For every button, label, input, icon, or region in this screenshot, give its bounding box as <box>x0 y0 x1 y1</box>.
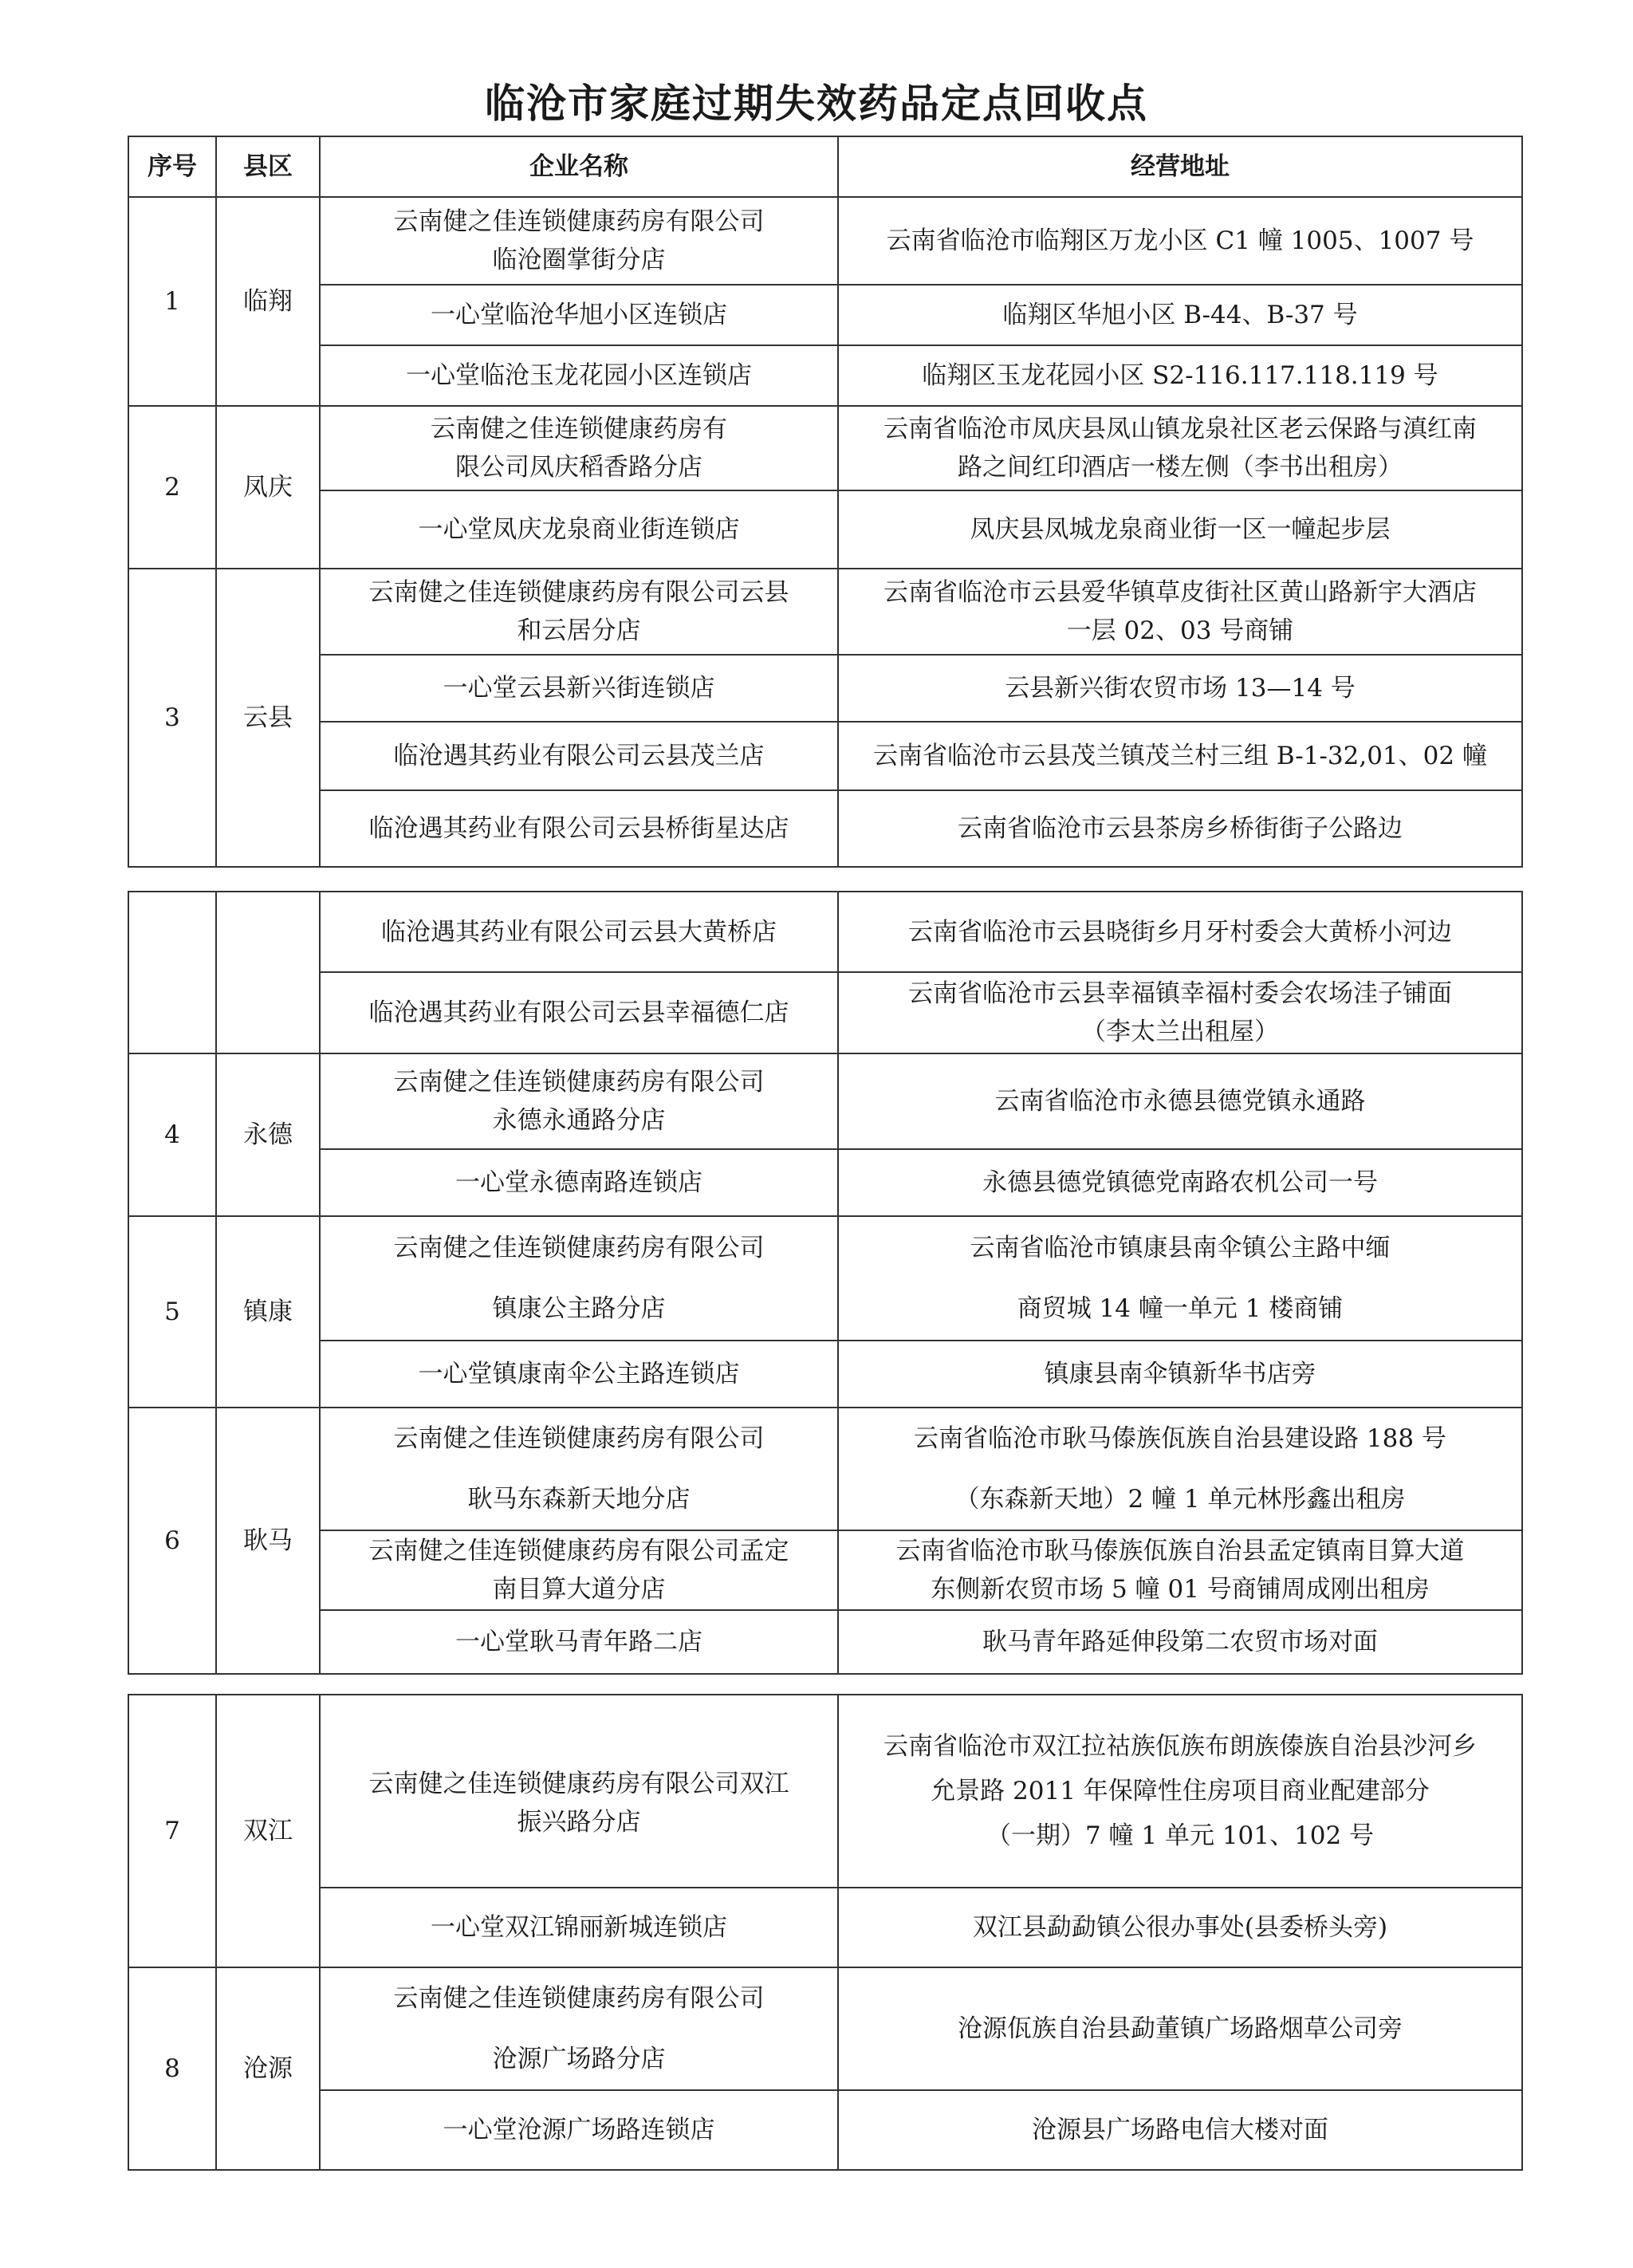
business-address: 沧源佤族自治县勐董镇广场路烟草公司旁 <box>838 1967 1522 2090</box>
business-address: 云南省临沧市临翔区万龙小区 C1 幢 1005、1007 号 <box>838 197 1522 285</box>
table-row <box>128 1610 1522 1674</box>
county-name: 双江 <box>216 1695 320 1967</box>
enterprise-name: 云南健之佳连锁健康药房有 限公司凤庆稻香路分店 <box>320 406 838 490</box>
business-address: 云南省临沧市镇康县南伞镇公主路中缅 商贸城 14 幢一单元 1 楼商铺 <box>838 1216 1522 1341</box>
enterprise-name: 云南健之佳连锁健康药房有限公司 耿马东森新天地分店 <box>320 1408 838 1530</box>
table-row <box>128 1216 1522 1341</box>
county-name-empty <box>216 892 320 1053</box>
table-row <box>128 569 1522 655</box>
county-name: 沧源 <box>216 1967 320 2170</box>
business-address: 永德县德党镇德党南路农机公司一号 <box>838 1149 1522 1216</box>
enterprise-name: 云南健之佳连锁健康药房有限公司云县 和云居分店 <box>320 569 838 655</box>
business-address: 云南省临沧市耿马傣族佤族自治县孟定镇南目算大道 东侧新农贸市场 5 幢 01 号商铺周成刚出租房 <box>838 1530 1522 1610</box>
recycling-table-3 <box>128 1694 1523 2171</box>
enterprise-name: 云南健之佳连锁健康药房有限公司 永德永通路分店 <box>320 1053 838 1149</box>
business-address: 云南省临沧市双江拉祜族佤族布朗族傣族自治县沙河乡 允景路 2011 年保障性住房项目商业配建部分 （一期）7 幢 1 单元 101、102 号 <box>838 1695 1522 1888</box>
table-row <box>128 892 1522 972</box>
business-address: 镇康县南伞镇新华书店旁 <box>838 1341 1522 1408</box>
table-row <box>128 1530 1522 1610</box>
enterprise-name: 一心堂耿马青年路二店 <box>320 1610 838 1674</box>
county-name: 凤庆 <box>216 406 320 569</box>
table-row <box>128 1888 1522 1967</box>
table-row <box>128 1967 1522 2090</box>
business-address: 云南省临沧市云县茂兰镇茂兰村三组 B-1-32,01、02 幢 <box>838 722 1522 790</box>
enterprise-name: 一心堂云县新兴街连锁店 <box>320 655 838 722</box>
enterprise-name: 云南健之佳连锁健康药房有限公司 沧源广场路分店 <box>320 1967 838 2090</box>
table-row <box>128 1341 1522 1408</box>
enterprise-name: 一心堂临沧玉龙花园小区连锁店 <box>320 345 838 406</box>
business-address: 云南省临沧市凤庆县凤山镇龙泉社区老云保路与滇红南 路之间红印酒店一楼左侧（李书出租房） <box>838 406 1522 490</box>
enterprise-name: 临沧遇其药业有限公司云县大黄桥店 <box>320 892 838 972</box>
business-address: 云县新兴街农贸市场 13—14 号 <box>838 655 1522 722</box>
row-number: 7 <box>128 1695 216 1967</box>
enterprise-name: 云南健之佳连锁健康药房有限公司双江 振兴路分店 <box>320 1695 838 1888</box>
row-number: 4 <box>128 1053 216 1216</box>
business-address: 云南省临沧市永德县德党镇永通路 <box>838 1053 1522 1149</box>
enterprise-name: 云南健之佳连锁健康药房有限公司 临沧圈掌街分店 <box>320 197 838 285</box>
business-address: 临翔区玉龙花园小区 S2-116.117.118.119 号 <box>838 345 1522 406</box>
enterprise-name: 云南健之佳连锁健康药房有限公司孟定 南目算大道分店 <box>320 1530 838 1610</box>
enterprise-name: 临沧遇其药业有限公司云县幸福德仁店 <box>320 972 838 1053</box>
enterprise-name: 一心堂永德南路连锁店 <box>320 1149 838 1216</box>
enterprise-name: 一心堂双江锦丽新城连锁店 <box>320 1888 838 1967</box>
business-address: 凤庆县凤城龙泉商业街一区一幢起步层 <box>838 490 1522 569</box>
row-number-empty <box>128 892 216 1053</box>
table-row <box>128 345 1522 406</box>
table-row <box>128 1408 1522 1530</box>
table-row <box>128 2090 1522 2170</box>
business-address: 临翔区华旭小区 B-44、B-37 号 <box>838 285 1522 345</box>
row-number: 1 <box>128 197 216 406</box>
business-address: 耿马青年路延伸段第二农贸市场对面 <box>838 1610 1522 1674</box>
table-row <box>128 790 1522 867</box>
county-name: 临翔 <box>216 197 320 406</box>
table-row <box>128 285 1522 345</box>
enterprise-name: 一心堂沧源广场路连锁店 <box>320 2090 838 2170</box>
table-row <box>128 972 1522 1053</box>
table-row <box>128 197 1522 285</box>
row-number: 6 <box>128 1408 216 1674</box>
table-row <box>128 655 1522 722</box>
recycling-table-1 <box>128 136 1523 868</box>
row-number: 8 <box>128 1967 216 2170</box>
header-no: 序号 <box>128 136 216 197</box>
business-address: 沧源县广场路电信大楼对面 <box>838 2090 1522 2170</box>
county-name: 耿马 <box>216 1408 320 1674</box>
county-name: 云县 <box>216 569 320 867</box>
header-address: 经营地址 <box>838 136 1522 197</box>
table-row <box>128 1053 1522 1149</box>
header-name: 企业名称 <box>320 136 838 197</box>
table-row <box>128 722 1522 790</box>
row-number: 5 <box>128 1216 216 1408</box>
enterprise-name: 一心堂凤庆龙泉商业街连锁店 <box>320 490 838 569</box>
business-address: 云南省临沧市云县晓街乡月牙村委会大黄桥小河边 <box>838 892 1522 972</box>
header-row <box>128 136 1522 197</box>
business-address: 双江县勐勐镇公很办事处(县委桥头旁) <box>838 1888 1522 1967</box>
business-address: 云南省临沧市耿马傣族佤族自治县建设路 188 号 （东森新天地）2 幢 1 单元林彤鑫出租房 <box>838 1408 1522 1530</box>
row-number: 2 <box>128 406 216 569</box>
table-row <box>128 1695 1522 1888</box>
header-county: 县区 <box>216 136 320 197</box>
business-address: 云南省临沧市云县茶房乡桥街街子公路边 <box>838 790 1522 867</box>
row-number: 3 <box>128 569 216 867</box>
page-title: 临沧市家庭过期失效药品定点回收点 <box>485 81 1148 127</box>
recycling-table-2 <box>128 891 1523 1675</box>
table-row <box>128 1149 1522 1216</box>
enterprise-name: 一心堂镇康南伞公主路连锁店 <box>320 1341 838 1408</box>
table-row <box>128 406 1522 490</box>
business-address: 云南省临沧市云县爱华镇草皮街社区黄山路新宇大酒店 一层 02、03 号商铺 <box>838 569 1522 655</box>
county-name: 镇康 <box>216 1216 320 1408</box>
table-row <box>128 490 1522 569</box>
enterprise-name: 云南健之佳连锁健康药房有限公司 镇康公主路分店 <box>320 1216 838 1341</box>
county-name: 永德 <box>216 1053 320 1216</box>
enterprise-name: 临沧遇其药业有限公司云县茂兰店 <box>320 722 838 790</box>
business-address: 云南省临沧市云县幸福镇幸福村委会农场洼子铺面 （李太兰出租屋） <box>838 972 1522 1053</box>
enterprise-name: 临沧遇其药业有限公司云县桥街星达店 <box>320 790 838 867</box>
enterprise-name: 一心堂临沧华旭小区连锁店 <box>320 285 838 345</box>
